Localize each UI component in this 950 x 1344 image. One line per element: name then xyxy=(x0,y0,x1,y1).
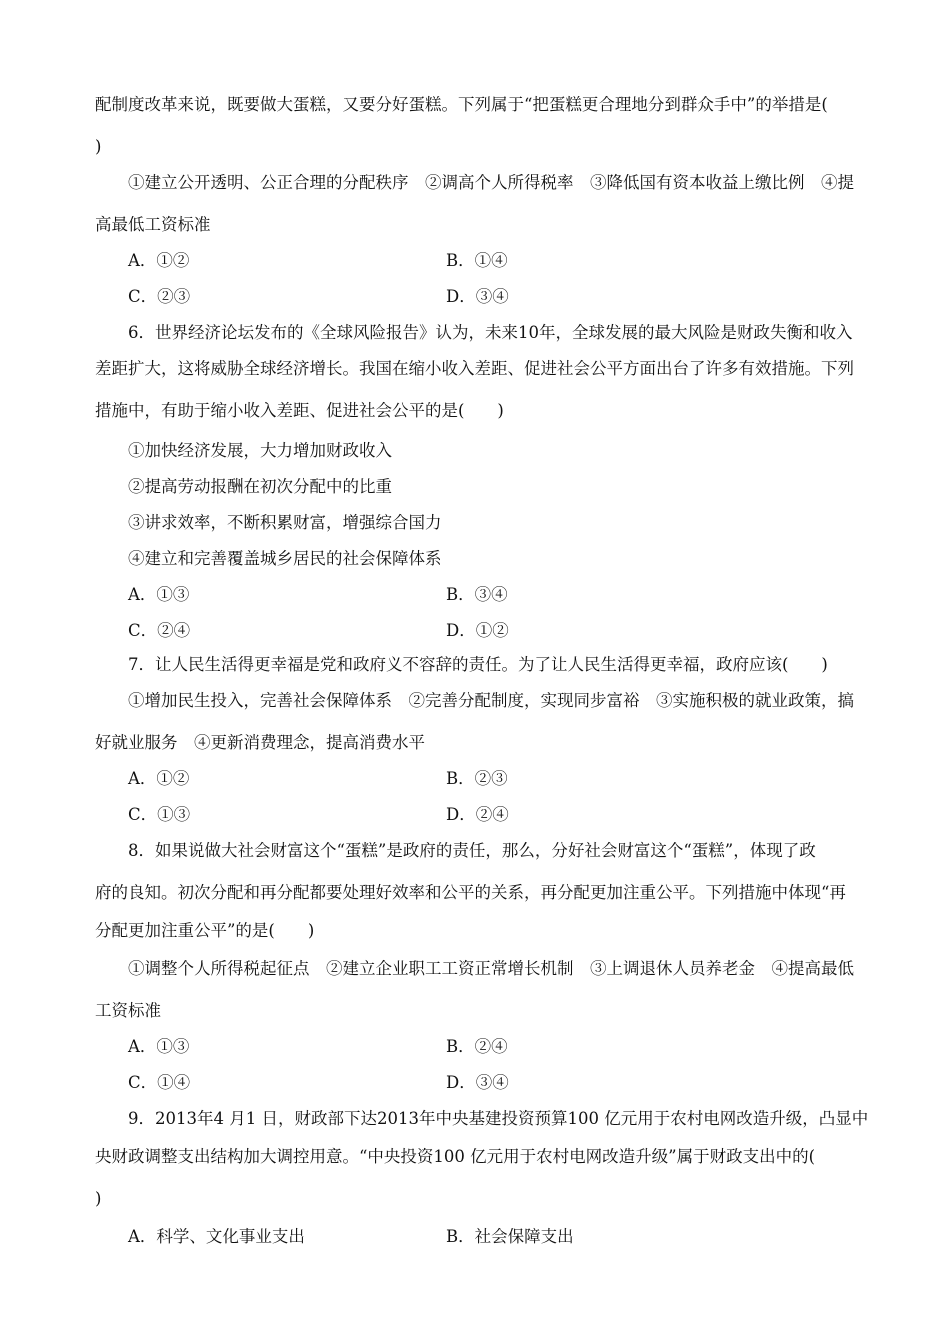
q5-items-line: ①建立公开透明、公正合理的分配秩序 ②调高个人所得税率 ③降低国有资本收益上缴比例 ④提 xyxy=(128,173,854,192)
q5-option-b: B．①④ xyxy=(446,251,508,270)
q8-items-line: 工资标准 xyxy=(95,1001,161,1020)
q5-stem-line: 配制度改革来说，既要做大蛋糕，又要分好蛋糕。下列属于“把蛋糕更合理地分到群众手中”的举措是( xyxy=(95,95,828,114)
q8-stem-line: 府的良知。初次分配和再分配都要处理好效率和公平的关系，再分配更加注重公平。下列措施中体现“再 xyxy=(95,883,846,902)
q6-item: ②提高劳动报酬在初次分配中的比重 xyxy=(128,477,392,496)
q6-option-c: C．②④ xyxy=(128,621,191,640)
q6-option-b: B．③④ xyxy=(446,585,508,604)
q6-item: ①加快经济发展，大力增加财政收入 xyxy=(128,441,392,460)
q8-option-c: C．①④ xyxy=(128,1073,191,1092)
q7-option-c: C．①③ xyxy=(128,805,191,824)
q7-items-line: 好就业服务 ④更新消费理念，提高消费水平 xyxy=(95,733,425,752)
q7-items-line: ①增加民生投入，完善社会保障体系 ②完善分配制度，实现同步富裕 ③实施积极的就业政策，搞 xyxy=(128,691,854,710)
q6-stem-line: 措施中，有助于缩小收入差距、促进社会公平的是( ) xyxy=(95,401,504,420)
q8-stem-line: 8．如果说做大社会财富这个“蛋糕”是政府的责任，那么，分好社会财富这个“蛋糕”，体现了政 xyxy=(128,841,816,860)
q7-option-a: A．①② xyxy=(128,769,190,788)
q6-item: ④建立和完善覆盖城乡居民的社会保障体系 xyxy=(128,549,442,568)
q7-option-d: D．②④ xyxy=(446,805,509,824)
q6-item: ③讲求效率，不断积累财富，增强综合国力 xyxy=(128,513,442,532)
q6-stem-line: 差距扩大，这将威胁全球经济增长。我国在缩小收入差距、促进社会公平方面出台了许多有效措施。下列 xyxy=(95,359,854,378)
q6-option-a: A．①③ xyxy=(128,585,190,604)
q6-stem-line: 6．世界经济论坛发布的《全球风险报告》认为，未来10年，全球发展的最大风险是财政失衡和收入 xyxy=(128,323,853,342)
q9-stem-line: 央财政调整支出结构加大调控用意。“中央投资100 亿元用于农村电网改造升级”属于财政支出中的( xyxy=(95,1147,816,1166)
q9-option-a: A．科学、文化事业支出 xyxy=(128,1227,305,1246)
q5-option-a: A．①② xyxy=(128,251,190,270)
q8-stem-line: 分配更加注重公平”的是( ) xyxy=(95,921,315,940)
q8-items-line: ①调整个人所得税起征点 ②建立企业职工工资正常增长机制 ③上调退休人员养老金 ④提高最低 xyxy=(128,959,854,978)
q8-option-a: A．①③ xyxy=(128,1037,190,1056)
q9-option-b: B．社会保障支出 xyxy=(446,1227,574,1246)
q5-items-line: 高最低工资标准 xyxy=(95,215,211,234)
q9-stem-line: 9．2013年4 月1 日，财政部下达2013年中央基建投资预算100 亿元用于农村电网改造升级，凸显中 xyxy=(128,1109,869,1128)
q5-option-d: D．③④ xyxy=(446,287,509,306)
q5-option-c: C．②③ xyxy=(128,287,191,306)
q7-option-b: B．②③ xyxy=(446,769,508,788)
q9-stem-line: ) xyxy=(95,1189,102,1208)
q6-option-d: D．①② xyxy=(446,621,509,640)
q8-option-d: D．③④ xyxy=(446,1073,509,1092)
q8-option-b: B．②④ xyxy=(446,1037,508,1056)
q5-stem-line: ) xyxy=(95,137,102,156)
q7-stem-line: 7．让人民生活得更幸福是党和政府义不容辞的责任。为了让人民生活得更幸福，政府应该( ) xyxy=(128,655,828,674)
